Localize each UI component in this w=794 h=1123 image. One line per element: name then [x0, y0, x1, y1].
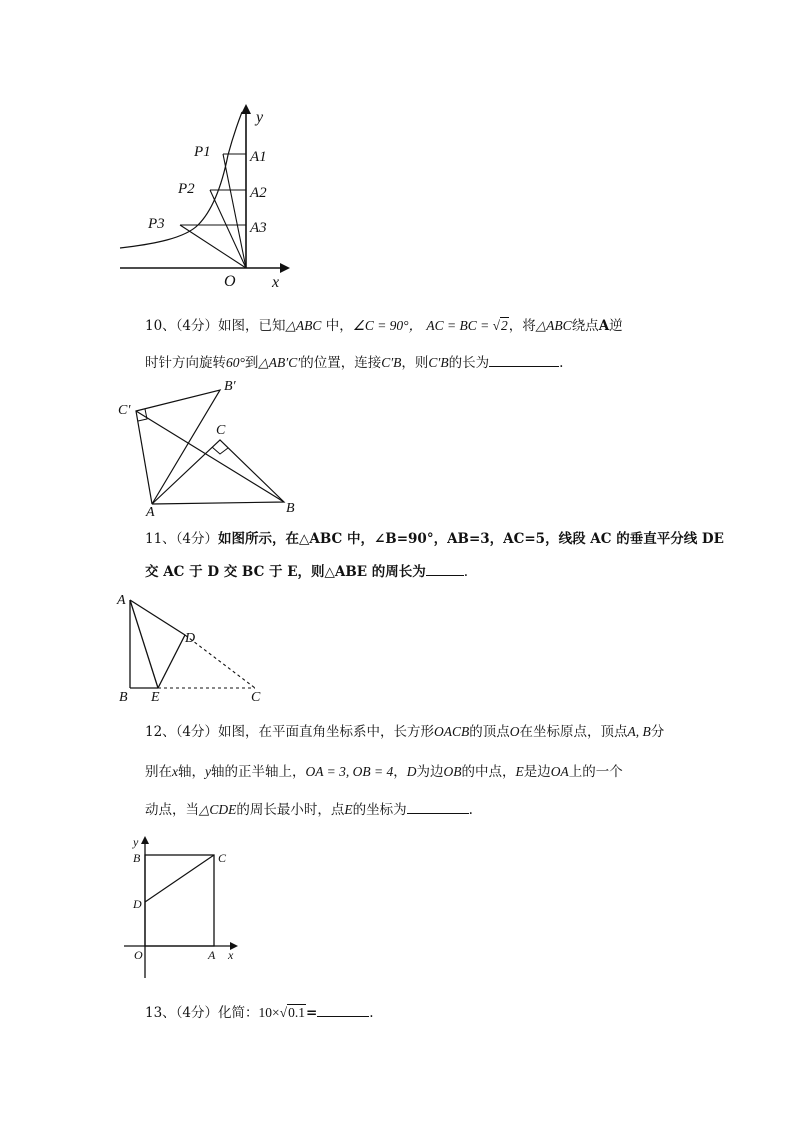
q10-text-d: 绕点	[571, 318, 599, 334]
segment-p1o	[223, 154, 246, 268]
y-arrow	[241, 104, 251, 114]
label-a2: A2	[250, 185, 267, 201]
q12-text-o: 的坐标为	[352, 802, 407, 818]
q10-end: .	[559, 355, 564, 371]
q12-end: .	[468, 802, 473, 818]
q10-sides: AC = BC =	[426, 318, 493, 333]
q12-ab: A, B	[627, 724, 651, 739]
y-arrow	[141, 836, 149, 844]
q11-line-2	[145, 561, 468, 582]
q12-text-m: 动点，当	[145, 802, 199, 818]
label-x: x	[228, 948, 234, 962]
q13-score: （4分）	[175, 1005, 219, 1021]
q12-lengths: OA = 3, OB = 4	[305, 764, 394, 779]
q12-text-b: 的顶点	[469, 724, 510, 740]
curve	[120, 112, 242, 248]
label-p1: P1	[194, 144, 211, 160]
q10-degree: 60°	[226, 355, 245, 370]
q11-number: 11、	[145, 531, 176, 547]
label-a: A	[117, 593, 126, 608]
triangle-ab-prime-c-prime	[136, 390, 220, 504]
q12-text-d: 分	[650, 724, 665, 740]
label-b: B	[133, 851, 141, 865]
q12-triangle: △CDE	[199, 802, 237, 817]
q12-e: E	[515, 764, 524, 779]
label-p2: P2	[178, 181, 195, 197]
segment-dc-dashed	[185, 635, 255, 688]
q12-number: 12、	[145, 724, 176, 740]
q12-text-k: 是边	[523, 764, 551, 780]
segment-ad	[130, 600, 185, 635]
segment-c-prime-b	[136, 411, 284, 502]
q12-text-c: 在坐标原点，顶点	[519, 724, 628, 740]
label-o: O	[224, 273, 236, 290]
right-angle-c	[212, 447, 228, 454]
segment-dc	[145, 855, 214, 902]
figure-q11	[115, 590, 275, 705]
label-x: x	[272, 274, 280, 291]
q10-triangle-prime: △AB′C′	[258, 355, 301, 370]
q13-answer-blank[interactable]	[317, 1002, 369, 1017]
segment-ae	[130, 600, 158, 688]
label-e: E	[151, 690, 160, 705]
label-o: O	[134, 948, 143, 962]
q12-d: D	[406, 764, 417, 779]
q10-score: （4分）	[175, 318, 219, 334]
q10-number: 10、	[145, 318, 176, 334]
label-b: B	[286, 501, 295, 516]
figure-q12	[118, 828, 248, 983]
q13-text: 化简：	[218, 1005, 259, 1021]
label-d: D	[133, 897, 142, 911]
q12-text-n: 的周长最小时，点	[236, 802, 345, 818]
q13-line-1: 13、（4分）化简：10×√0.1= .	[145, 1002, 374, 1023]
q10-line-1: 10、（4分）如图，已知△ABC 中，∠C = 90°， AC = BC = √2，将△ABC绕点A逆	[145, 318, 623, 334]
q10-text-e: 逆	[609, 318, 623, 334]
label-c: C	[251, 690, 261, 705]
label-c-prime: C′	[118, 403, 131, 418]
label-c: C	[216, 423, 226, 438]
q10-triangle: △ABC	[285, 318, 322, 333]
q10-angle: ∠C = 90°，	[352, 318, 423, 333]
label-a: A	[146, 505, 155, 520]
q12-o: O	[509, 724, 520, 739]
q10-segment-2: C′B	[428, 355, 449, 370]
q10-answer-blank[interactable]	[489, 352, 559, 367]
q12-line-3	[145, 799, 473, 820]
triangle-abc	[152, 440, 284, 504]
segment-de	[158, 635, 185, 688]
q11-score: （4分）	[175, 531, 219, 547]
rectangle-oacb	[145, 855, 214, 946]
x-arrow	[280, 263, 290, 273]
q12-text-l: 上的一个	[568, 764, 623, 780]
q10-segment: C′B	[381, 355, 402, 370]
q10-pivot: A	[598, 318, 610, 334]
q10-text-h: 的位置，连接	[300, 355, 382, 371]
label-y: y	[133, 835, 139, 849]
q13-end: .	[369, 1005, 374, 1021]
q11-text-1: 如图所示，在△ABC 中，∠B=90°，AB=3，AC=5，线段 AC 的垂直平分线 DE	[218, 531, 724, 547]
q12-text-i: 为边	[416, 764, 444, 780]
q10-text-c: ，将	[508, 318, 536, 334]
q11-line-1	[145, 529, 724, 549]
q12-text-g: 轴的正半轴上，	[211, 764, 306, 780]
q12-y: y	[205, 764, 211, 779]
q12-line-1	[145, 722, 664, 742]
q10-triangle-2: △ABC	[535, 318, 572, 333]
label-d: D	[185, 631, 196, 646]
q12-line-2	[145, 762, 623, 782]
q11-answer-blank[interactable]	[426, 561, 464, 576]
q13-eq: =	[305, 1005, 318, 1021]
figure-q9	[110, 100, 310, 295]
q10-text-b: 中，	[321, 318, 353, 334]
label-y: y	[256, 109, 264, 126]
label-b: B	[119, 690, 128, 705]
q12-rect: OACB	[434, 724, 470, 739]
q11-text-2: 交 AC 于 D 交 BC 于 E，则△ABE 的周长为	[145, 564, 426, 580]
label-a1: A1	[250, 149, 267, 165]
label-c: C	[218, 851, 227, 865]
q10-text-j: 的长为	[448, 355, 490, 371]
q10-line-2	[145, 352, 563, 373]
q11-end: .	[463, 564, 469, 580]
q12-text-j: 的中点，	[461, 764, 516, 780]
q13-coef: 10×	[258, 1005, 280, 1020]
label-p3: P3	[148, 216, 165, 232]
q12-ob: OB	[443, 764, 462, 779]
q10-text-f: 时针方向旋转	[145, 355, 226, 371]
label-a: A	[208, 948, 216, 962]
q12-x: x	[172, 764, 178, 779]
q12-score: （4分）	[175, 724, 219, 740]
q10-text-g: 到	[244, 355, 259, 371]
q12-text-e: 别在	[145, 764, 172, 780]
q12-e-2: E	[344, 802, 353, 817]
q12-text-a: 如图，在平面直角坐标系中，长方形	[218, 724, 435, 740]
q10-text-i: ，则	[401, 355, 429, 371]
q12-text-f: 轴，	[178, 764, 205, 780]
q13-radicand: 0.1	[288, 1005, 305, 1020]
q13-number: 13、	[145, 1005, 176, 1021]
label-a3: A3	[250, 220, 267, 236]
label-b-prime: B′	[224, 379, 236, 394]
q10-radicand: 2	[501, 318, 508, 333]
q12-text-h: ，	[393, 764, 407, 780]
q10-text-a: 如图，已知	[218, 318, 286, 334]
figure-q10	[112, 376, 312, 518]
q12-answer-blank[interactable]	[407, 799, 469, 814]
q12-oa: OA	[550, 764, 569, 779]
